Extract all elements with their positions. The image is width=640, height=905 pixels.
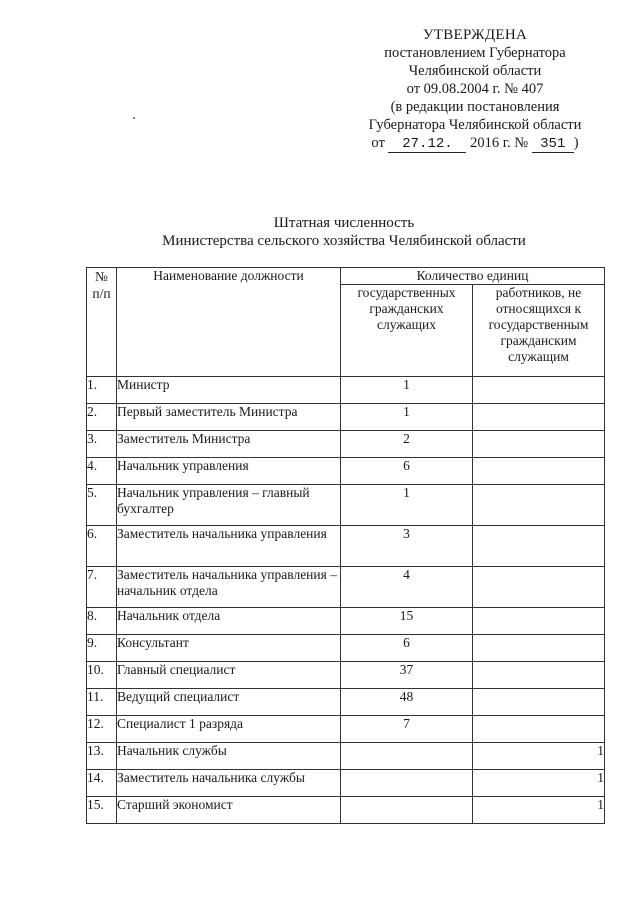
civil-servant-count: 1 xyxy=(341,404,473,431)
civil-servant-count: 1 xyxy=(341,485,473,526)
position-name: Консультант xyxy=(117,635,341,662)
other-worker-count xyxy=(473,635,605,662)
other-worker-count xyxy=(473,458,605,485)
table-row xyxy=(87,662,605,689)
row-number: 4. xyxy=(87,458,117,485)
approval-line-4: (в редакции постановления xyxy=(390,99,560,115)
header-number xyxy=(87,268,117,377)
table-row xyxy=(87,526,605,567)
approval-title: УТВЕРЖДЕНА xyxy=(422,27,528,43)
table-row xyxy=(87,485,605,526)
other-worker-count xyxy=(473,431,605,458)
position-name: Начальник управления – главный бухгалтер xyxy=(117,485,341,526)
approval-stamp xyxy=(330,26,620,153)
table-row xyxy=(87,770,605,797)
table-row xyxy=(87,458,605,485)
table-row xyxy=(87,567,605,608)
position-name: Начальник отдела xyxy=(117,608,341,635)
other-worker-count: 1 xyxy=(473,770,605,797)
position-name: Специалист 1 разряда xyxy=(117,716,341,743)
row-number: 8. xyxy=(87,608,117,635)
civil-servant-count: 48 xyxy=(341,689,473,716)
table-row xyxy=(87,743,605,770)
document-heading xyxy=(0,214,640,250)
approval-line-2: Челябинской области xyxy=(408,63,542,79)
row-number: 12. xyxy=(87,716,117,743)
civil-servant-count: 6 xyxy=(341,635,473,662)
position-name: Министр xyxy=(117,377,341,404)
position-name: Начальник службы xyxy=(117,743,341,770)
header-civil-servants: государственных гражданских служащих xyxy=(341,285,473,377)
heading-line-1: Штатная численность xyxy=(273,215,415,231)
civil-servant-count: 1 xyxy=(341,377,473,404)
table-row xyxy=(87,431,605,458)
close-paren: ) xyxy=(573,135,579,151)
position-name: Старший экономист xyxy=(117,797,341,824)
table-row xyxy=(87,797,605,824)
civil-servant-count: 3 xyxy=(341,526,473,567)
other-worker-count: 1 xyxy=(473,743,605,770)
civil-servant-count: 37 xyxy=(341,662,473,689)
other-worker-count xyxy=(473,608,605,635)
position-name: Начальник управления xyxy=(117,458,341,485)
other-worker-count xyxy=(473,716,605,743)
revision-number: 351 xyxy=(532,137,574,153)
position-name: Заместитель начальника управления – начальник отдела xyxy=(117,567,341,608)
position-name: Первый заместитель Министра xyxy=(117,404,341,431)
header-non-civil-workers: работников, не относящихся к государственным гражданским служащим xyxy=(473,285,605,377)
header-quantity: Количество единиц xyxy=(341,268,605,285)
speck xyxy=(133,117,135,119)
civil-servant-count xyxy=(341,743,473,770)
row-number: 14. xyxy=(87,770,117,797)
position-name: Ведущий специалист xyxy=(117,689,341,716)
civil-servant-count: 15 xyxy=(341,608,473,635)
civil-servant-count: 6 xyxy=(341,458,473,485)
header-number-text: № п/п xyxy=(92,269,111,301)
other-worker-count xyxy=(473,662,605,689)
table-row xyxy=(87,608,605,635)
position-name: Заместитель начальника управления xyxy=(117,526,341,567)
position-name: Главный специалист xyxy=(117,662,341,689)
row-number: 10. xyxy=(87,662,117,689)
other-worker-count xyxy=(473,567,605,608)
other-worker-count xyxy=(473,526,605,567)
approval-line-5: Губернатора Челябинской области xyxy=(368,117,582,133)
civil-servant-count: 2 xyxy=(341,431,473,458)
other-worker-count xyxy=(473,689,605,716)
revision-date: 27.12. xyxy=(388,137,466,153)
approval-line-1: постановлением Губернатора xyxy=(384,45,566,61)
row-number: 5. xyxy=(87,485,117,526)
row-number: 6. xyxy=(87,526,117,567)
row-number: 13. xyxy=(87,743,117,770)
row-number: 9. xyxy=(87,635,117,662)
approval-date-line xyxy=(330,134,620,153)
row-number: 2. xyxy=(87,404,117,431)
row-number: 15. xyxy=(87,797,117,824)
civil-servant-count: 4 xyxy=(341,567,473,608)
civil-servant-count xyxy=(341,770,473,797)
other-worker-count: 1 xyxy=(473,797,605,824)
row-number: 11. xyxy=(87,689,117,716)
table-row xyxy=(87,689,605,716)
row-number: 3. xyxy=(87,431,117,458)
staff-table xyxy=(86,267,605,824)
civil-servant-count: 7 xyxy=(341,716,473,743)
row-number: 1. xyxy=(87,377,117,404)
table-row xyxy=(87,404,605,431)
position-name: Заместитель Министра xyxy=(117,431,341,458)
row-number: 7. xyxy=(87,567,117,608)
other-worker-count xyxy=(473,377,605,404)
table-row xyxy=(87,716,605,743)
year-label: 2016 г. № xyxy=(470,135,529,151)
from-label: от xyxy=(371,135,385,151)
approval-line-3: от 09.08.2004 г. № 407 xyxy=(406,81,544,97)
other-worker-count xyxy=(473,404,605,431)
other-worker-count xyxy=(473,485,605,526)
heading-line-2: Министерства сельского хозяйства Челябинской области xyxy=(162,233,526,249)
header-position: Наименование должности xyxy=(117,268,341,377)
table-row xyxy=(87,635,605,662)
civil-servant-count xyxy=(341,797,473,824)
position-name: Заместитель начальника службы xyxy=(117,770,341,797)
table-row xyxy=(87,377,605,404)
